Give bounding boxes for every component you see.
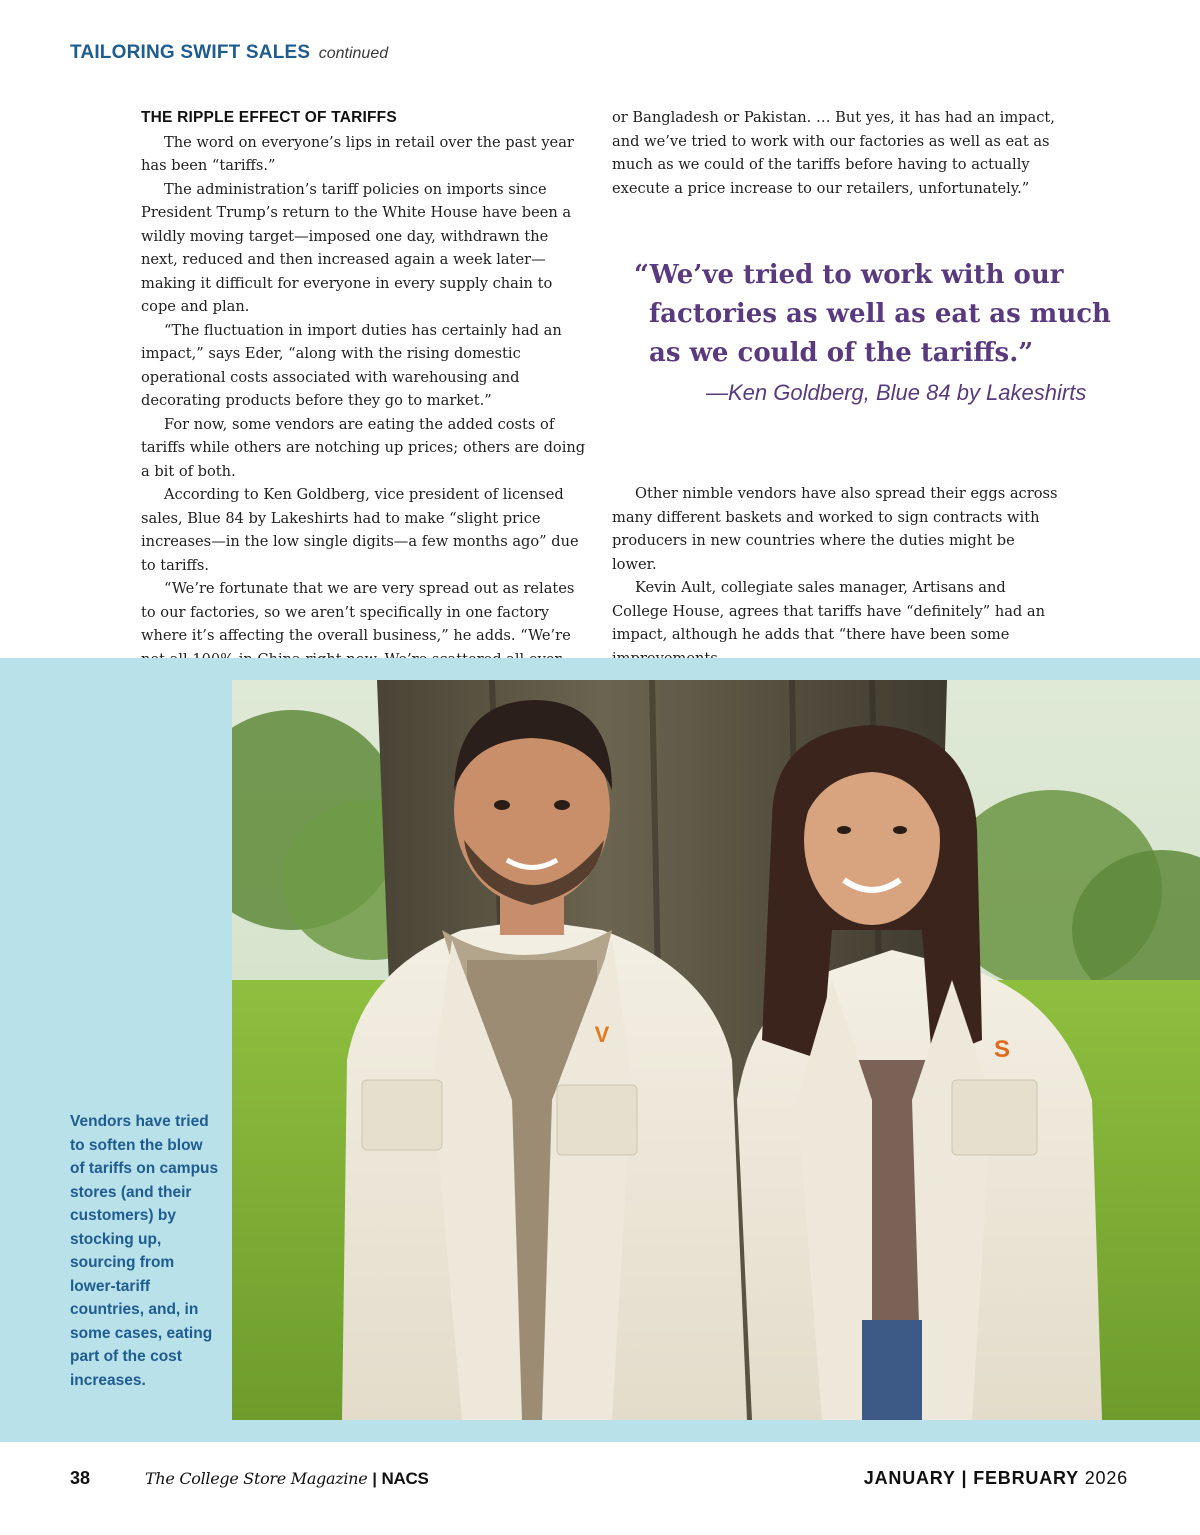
running-header — [70, 42, 388, 64]
page-number: 38 — [70, 1468, 91, 1488]
publisher-name: NACS — [381, 1469, 429, 1488]
running-header-title: TAILORING SWIFT SALES — [70, 42, 311, 63]
issue-month-1: JANUARY — [863, 1468, 956, 1488]
syracuse-logo: S — [993, 1036, 1011, 1063]
article-paragraph: or Bangladesh or Pakistan. … But yes, it has had an impact, and we’ve tried to work with our factories as well as eat as much as we could of the tariffs before having to actually execute a price increase to our retailers, unfortunately.” — [612, 109, 1055, 197]
article-paragraph: “We’re fortunate that we are very spread out as relates to our factories, so we aren’t specifically in one factory where it’s affecting the overall business,” he adds. “We’re — [141, 580, 575, 644]
issue-year: 2026 — [1084, 1468, 1128, 1488]
article-paragraph: The administration’s tariff policies on imports since President Trump’s return to the White House have been a wildly moving target—imposed one day, withdrawn the next, reduced and then increased again a week later—making it difficult for everyone in every supply chain to cope and plan. — [141, 180, 572, 315]
pull-quote-line: factories as well as eat as much — [649, 299, 1111, 329]
pull-quote-line: as we could of the tariffs.” — [649, 338, 1034, 368]
issue-date — [864, 1468, 1128, 1489]
running-header-continued: continued — [318, 45, 389, 62]
pull-quote-attribution: —Ken Goldberg, Blue 84 by Lakeshirts — [706, 380, 1087, 405]
section-subhead: THE RIPPLE EFFECT OF TARIFFS — [141, 109, 397, 126]
photo-caption: Vendors have tried to soften the blow of tariffs on campus stores (and their customers) by stocking up, sourcing from lower-tariff countries, and, in some cases, eating part of the cost increases. — [70, 1113, 219, 1389]
article-column-left — [141, 106, 589, 695]
photo — [232, 680, 1200, 1420]
photo-illustration — [232, 680, 1200, 1420]
article-column-right-top — [612, 106, 1060, 200]
article-paragraph: “The fluctuation in import duties has certainly had an impact,” says Eder, “along with the rising domestic operational costs associated with warehousing and decorating products before they go to market.” — [141, 321, 562, 409]
article-paragraph: Other nimble vendors have also spread their eggs across many different baskets and worked to sign contracts with producers in new countries where the duties might be lower. — [612, 485, 1058, 573]
magazine-name — [145, 1469, 429, 1489]
virginia-logo: V — [594, 1022, 610, 1047]
pull-quote — [634, 256, 1154, 373]
pull-quote-line: “We’ve tried to work with our — [634, 260, 1064, 290]
page-footer — [0, 1468, 1200, 1498]
article-paragraph: The word on everyone’s lips in retail over the past year has been “tariffs.” — [141, 133, 574, 174]
article-column-right-bottom — [612, 482, 1060, 670]
article-paragraph: Kevin Ault, collegiate sales manager, Artisans and College House, agrees that tariffs have “definitely” had an impact, although he adds that “there have been some — [612, 579, 1046, 643]
article-paragraph: According to Ken Goldberg, vice president of licensed sales, Blue 84 by Lakeshirts had to make “slight price increases—in the low single digits—a few months ago” due to tariffs. — [141, 486, 579, 574]
issue-separator: | — [961, 1468, 968, 1488]
footer-separator: | — [372, 1471, 377, 1488]
issue-month-2: FEBRUARY — [973, 1468, 1079, 1488]
article-paragraph: For now, some vendors are eating the added costs of tariffs while others are notching up prices; others are doing a bit of both. — [141, 415, 586, 480]
magazine-title: The College Store Magazine — [145, 1469, 368, 1488]
